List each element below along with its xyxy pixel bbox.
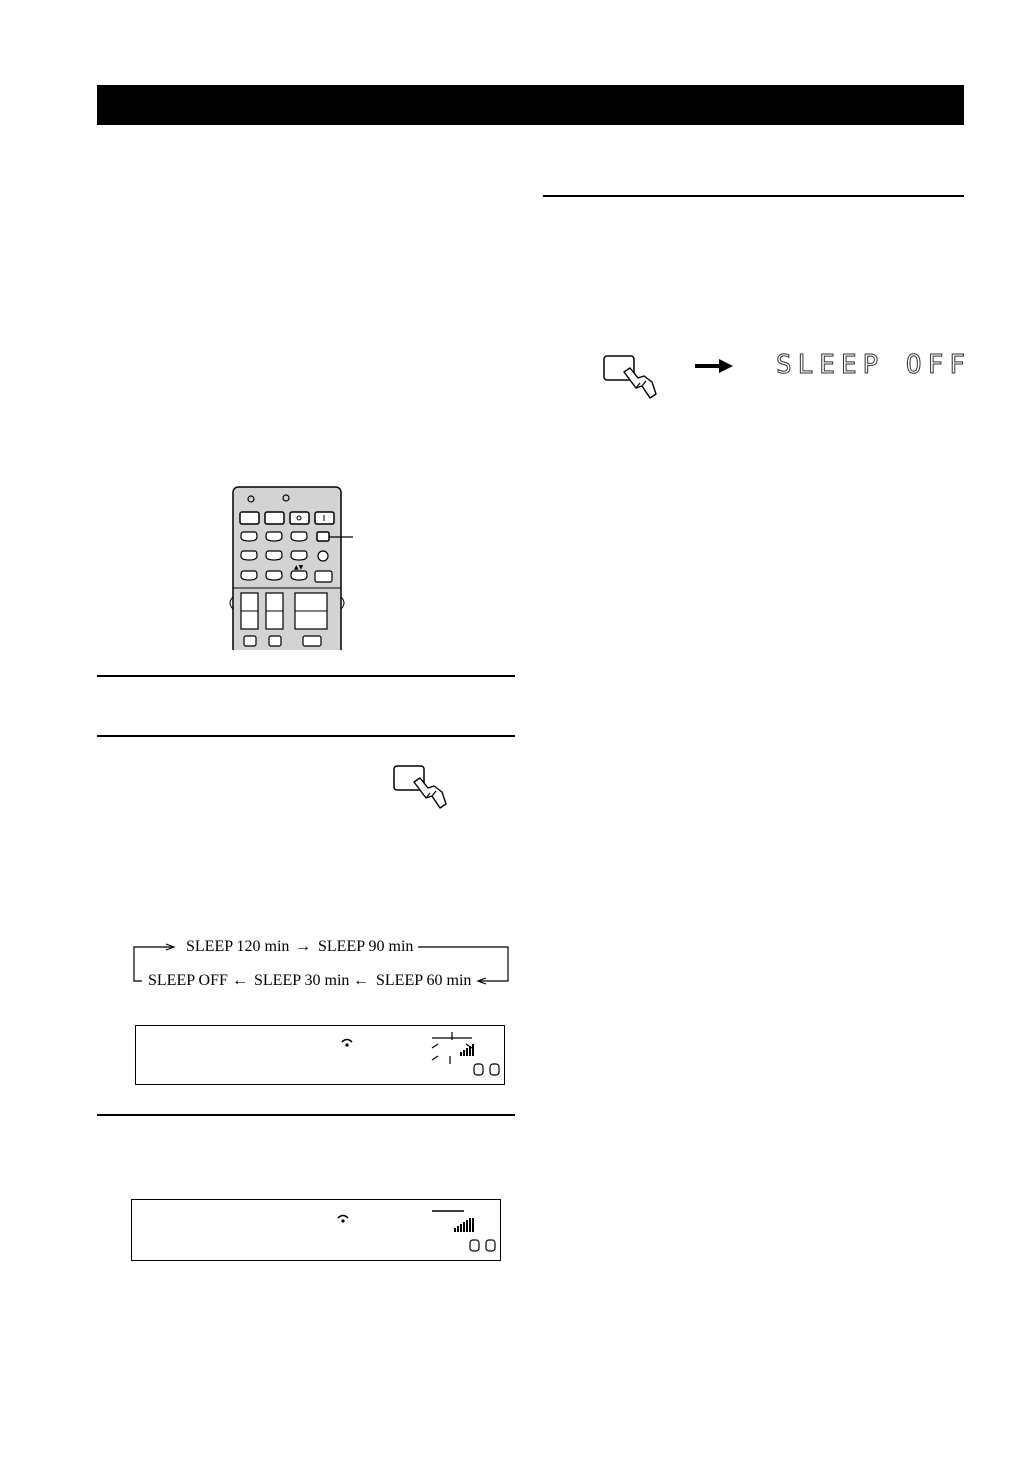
arrow-left-icon: ← [232,972,248,989]
hand-press-icon [600,352,662,404]
sleep-indicator-blinking [428,1028,504,1082]
arrow-right-icon [695,358,735,374]
left-section-rule-3 [97,1114,515,1116]
cycle-item-120: SLEEP 120 min [186,938,290,955]
left-section-rule-1 [97,675,515,677]
cycle-item-60: SLEEP 60 min [376,972,472,989]
remote-control-icon [229,485,359,650]
left-section-rule-2 [97,735,515,737]
section-header-bar [97,85,964,125]
svg-text:▲▼: ▲▼ [294,564,304,571]
sleep-cycle-diagram [128,935,518,995]
front-panel-display-blinking [135,1025,505,1085]
cycle-item-off: SLEEP OFF [148,972,228,989]
signal-level-icon [428,1204,500,1258]
front-panel-display-set [131,1199,501,1261]
arrow-right-icon: → [295,938,311,955]
hand-press-icon [390,762,452,814]
fm-tuned-icon [336,1212,350,1224]
sleep-off-display: SLEEP OFF [776,350,971,380]
fm-tuned-icon [340,1036,354,1048]
right-section-rule [543,195,964,197]
cycle-item-90: SLEEP 90 min [318,938,414,955]
cycle-item-30: SLEEP 30 min [254,972,350,989]
arrow-left-icon: ← [353,972,369,989]
